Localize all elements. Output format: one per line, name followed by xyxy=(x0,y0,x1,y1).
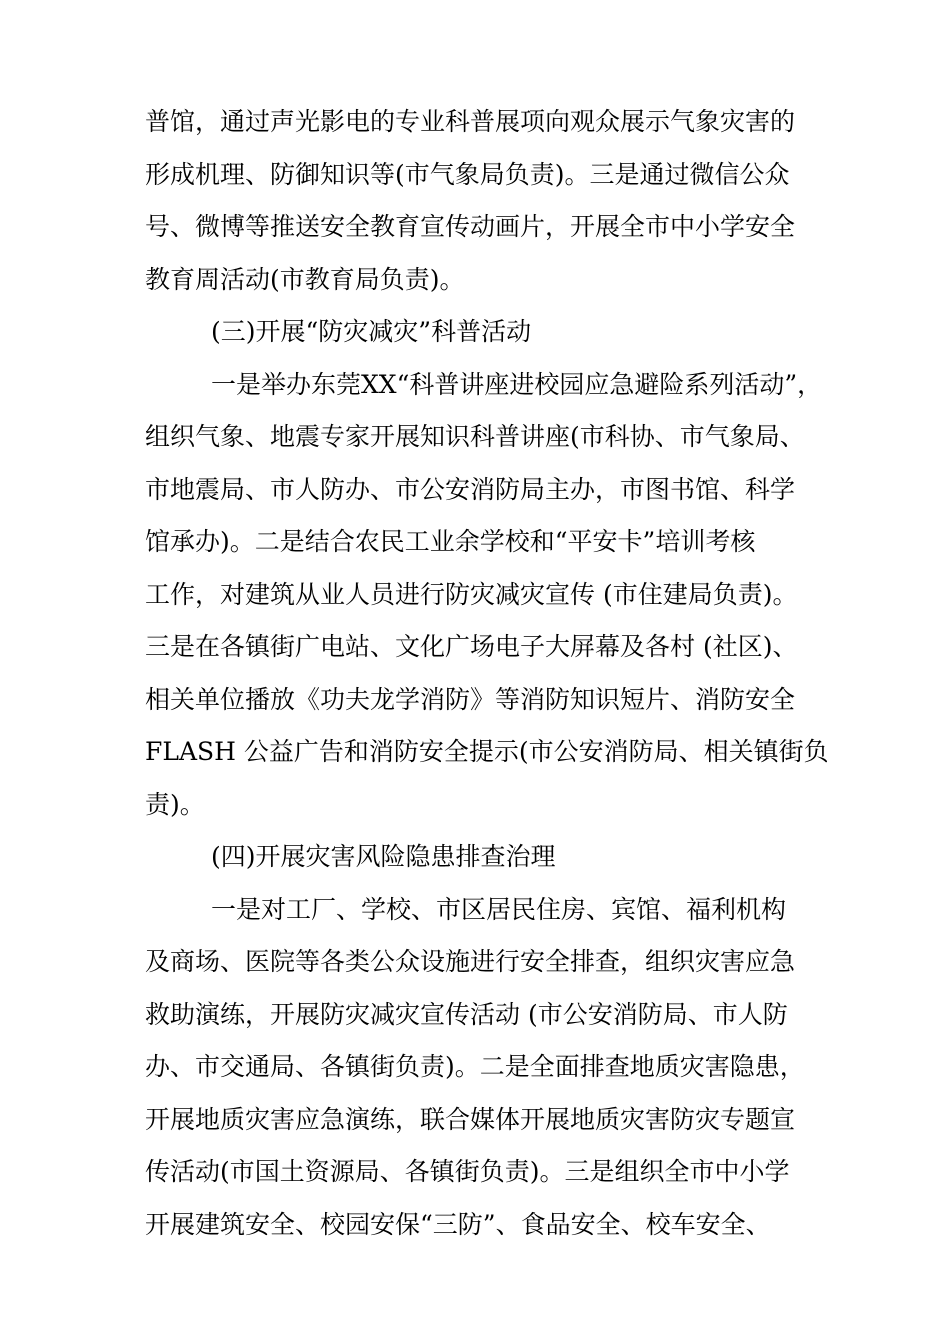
section-heading: (三)开展“防灾减灾”科普活动 xyxy=(211,317,532,346)
text-line: 开展建筑安全、校园安保“三防”、食品安全、校车安全、 xyxy=(145,1209,771,1239)
text-line: 相关单位播放《功夫龙学消防》等消防知识短片、消防安全 xyxy=(145,684,796,714)
text-line: 组织气象、地震专家开展知识科普讲座(市科协、市气象局、 xyxy=(145,422,805,451)
paragraph-first-line: 一是对工厂、学校、市区居民住房、宾馆、福利机构 xyxy=(211,894,787,924)
text-line: 工作，对建筑从业人员进行防灾减灾宣传 (市住建局负责)。 xyxy=(145,579,798,609)
text-line: 开展地质灾害应急演练，联合媒体开展地质灾害防灾专题宣 xyxy=(145,1104,796,1134)
text-line: FLASH 公益广告和消防安全提示(市公安消防局、相关镇街负 xyxy=(145,737,829,766)
section-heading: (四)开展灾害风险隐患排查治理 xyxy=(211,842,556,871)
text-line: 号、微博等推送安全教育宣传动画片，开展全市中小学安全 xyxy=(145,212,796,241)
text-line: 办、市交通局、各镇街负责)。二是全面排查地质灾害隐患， xyxy=(145,1052,805,1081)
text-line: 教育周活动(市教育局负责)。 xyxy=(145,264,465,294)
paragraph-first-line: 一是举办东莞XX“科普讲座进校园应急避险系列活动”， xyxy=(211,369,823,399)
text-line: 普馆，通过声光影电的专业科普展项向观众展示气象灾害的 xyxy=(145,107,796,136)
text-line: 三是在各镇街广电站、文化广场电子大屏幕及各村 (社区)、 xyxy=(145,632,798,661)
text-line: 及商场、医院等各类公众设施进行安全排查，组织灾害应急 xyxy=(145,947,796,976)
text-line: 馆承办)。二是结合农民工业余学校和“平安卡”培训考核 xyxy=(145,527,756,556)
document-body xyxy=(145,96,829,1251)
text-line: 传活动(市国土资源局、各镇街负责)。三是组织全市中小学 xyxy=(145,1157,790,1186)
text-line: 形成机理、防御知识等(市气象局负责)。三是通过微信公众 xyxy=(145,159,790,189)
text-line: 救助演练，开展防灾减灾宣传活动 (市公安消防局、市人防 xyxy=(145,999,788,1029)
text-line: 市地震局、市人防办、市公安消防局主办，市图书馆、科学 xyxy=(145,474,796,504)
text-line: 责)。 xyxy=(145,789,205,819)
